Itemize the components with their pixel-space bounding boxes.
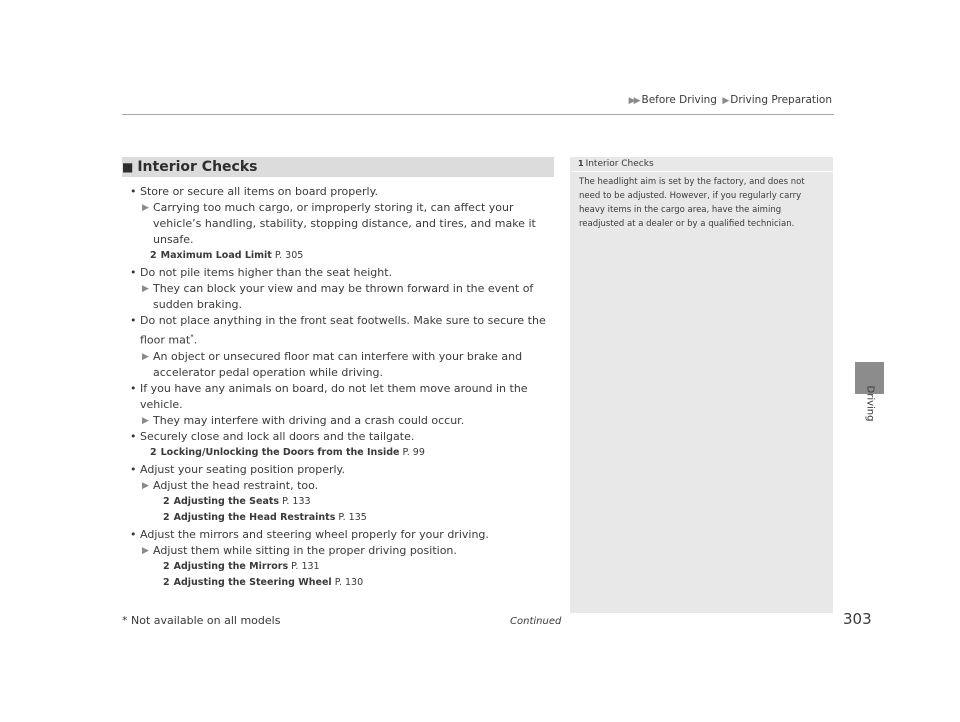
cross-reference-link[interactable]: 2 Adjusting the Mirrors P. 131 <box>163 560 320 572</box>
reference-icon: 2 <box>163 560 170 572</box>
sub-item: ▶ Adjust the head restraint, too. <box>142 478 319 492</box>
chapter-tab-label: Driving <box>864 385 876 422</box>
bullet-item: • Adjust the mirrors and steering wheel properly for your driving. <box>130 527 489 541</box>
footnote: * Not available on all models <box>122 614 281 627</box>
arrow-icon: ▶ <box>142 545 149 556</box>
cross-reference-link[interactable]: 2 Adjusting the Head Restraints P. 135 <box>163 511 367 523</box>
bullet-item: • Store or secure all items on board properly. <box>130 185 379 198</box>
section-header <box>122 157 554 177</box>
arrow-icon: ▶ <box>142 415 149 426</box>
main-content <box>130 184 556 592</box>
arrow-icon: ▶ <box>142 284 149 294</box>
footnote-marker: * <box>190 333 194 341</box>
bullet-dot-icon: • <box>130 527 137 541</box>
bullet-dot-icon: • <box>130 381 137 395</box>
bullet-item: • Securely close and lock all doors and the tailgate. <box>130 429 415 443</box>
reference-icon: 2 <box>163 495 170 507</box>
bullet-item: • Do not pile items higher than the seat height. <box>130 266 393 279</box>
side-note-title: 1 Interior Checks <box>578 159 654 169</box>
bullet-dot-icon: • <box>130 266 137 279</box>
bullet-dot-icon: • <box>130 429 137 443</box>
bullet-item: • If you have any animals on board, do not let them move around in the vehicle. <box>130 381 528 411</box>
bullet-dot-icon: • <box>130 314 137 327</box>
arrow-icon: ▶ <box>142 203 149 213</box>
cross-reference-link[interactable]: 2 Maximum Load Limit P. 305 <box>150 250 304 261</box>
sub-item: ▶ They may interfere with driving and a crash could occur. <box>142 413 465 427</box>
breadcrumb-item-driving-preparation[interactable]: Driving Preparation <box>730 94 832 106</box>
section-title: Interior Checks <box>137 159 258 175</box>
note-number-icon: 1 <box>578 159 584 168</box>
reference-icon: 2 <box>163 511 170 523</box>
breadcrumb-item-before-driving[interactable]: Before Driving <box>641 94 717 106</box>
header-divider <box>122 114 834 115</box>
page-number: 303 <box>843 610 872 628</box>
bullet-item: • Do not place anything in the front seat footwells. Make sure to secure the floor mat*. <box>130 314 546 347</box>
double-chevron-icon: ▶▶ <box>628 96 639 106</box>
reference-icon: 2 <box>163 576 170 588</box>
continued-label: Continued <box>510 616 562 627</box>
side-note-divider <box>572 171 833 172</box>
section-marker-icon: ■ <box>122 160 134 174</box>
cross-reference-link[interactable]: 2 Adjusting the Steering Wheel P. 130 <box>163 576 364 588</box>
arrow-icon: ▶ <box>142 351 149 362</box>
breadcrumb <box>629 94 832 106</box>
chevron-icon: ▶ <box>722 96 728 106</box>
sub-item: ▶ Adjust them while sitting in the proper driving position. <box>142 543 457 557</box>
sub-item: ▶ They can block your view and may be thrown forward in the event of sudden braking. <box>142 282 534 311</box>
bullet-dot-icon: • <box>130 462 137 476</box>
bullet-dot-icon: • <box>130 185 137 198</box>
cross-reference-link[interactable]: 2 Adjusting the Seats P. 133 <box>163 495 311 507</box>
cross-reference-link[interactable]: 2 Locking/Unlocking the Doors from the Inside P. 99 <box>150 446 425 458</box>
arrow-icon: ▶ <box>142 480 149 491</box>
side-note-box <box>570 157 833 613</box>
reference-icon: 2 <box>150 250 157 261</box>
bullet-item: • Adjust your seating position properly. <box>130 462 345 476</box>
sub-item: ▶ Carrying too much cargo, or improperly storing it, can affect your vehicle’s handling, stability, stopping distance, and tires, and make it unsafe. <box>142 201 536 246</box>
reference-icon: 2 <box>150 446 157 458</box>
side-note-text: The headlight aim is set by the factory, and does not need to be adjusted. However, if you regularly carry heavy items in the cargo area, have the aiming readjusted at a dealer or by a qualified technician. <box>579 177 805 229</box>
sub-item: ▶ An object or unsecured floor mat can interfere with your brake and accelerator pedal operation while driving. <box>142 349 523 379</box>
